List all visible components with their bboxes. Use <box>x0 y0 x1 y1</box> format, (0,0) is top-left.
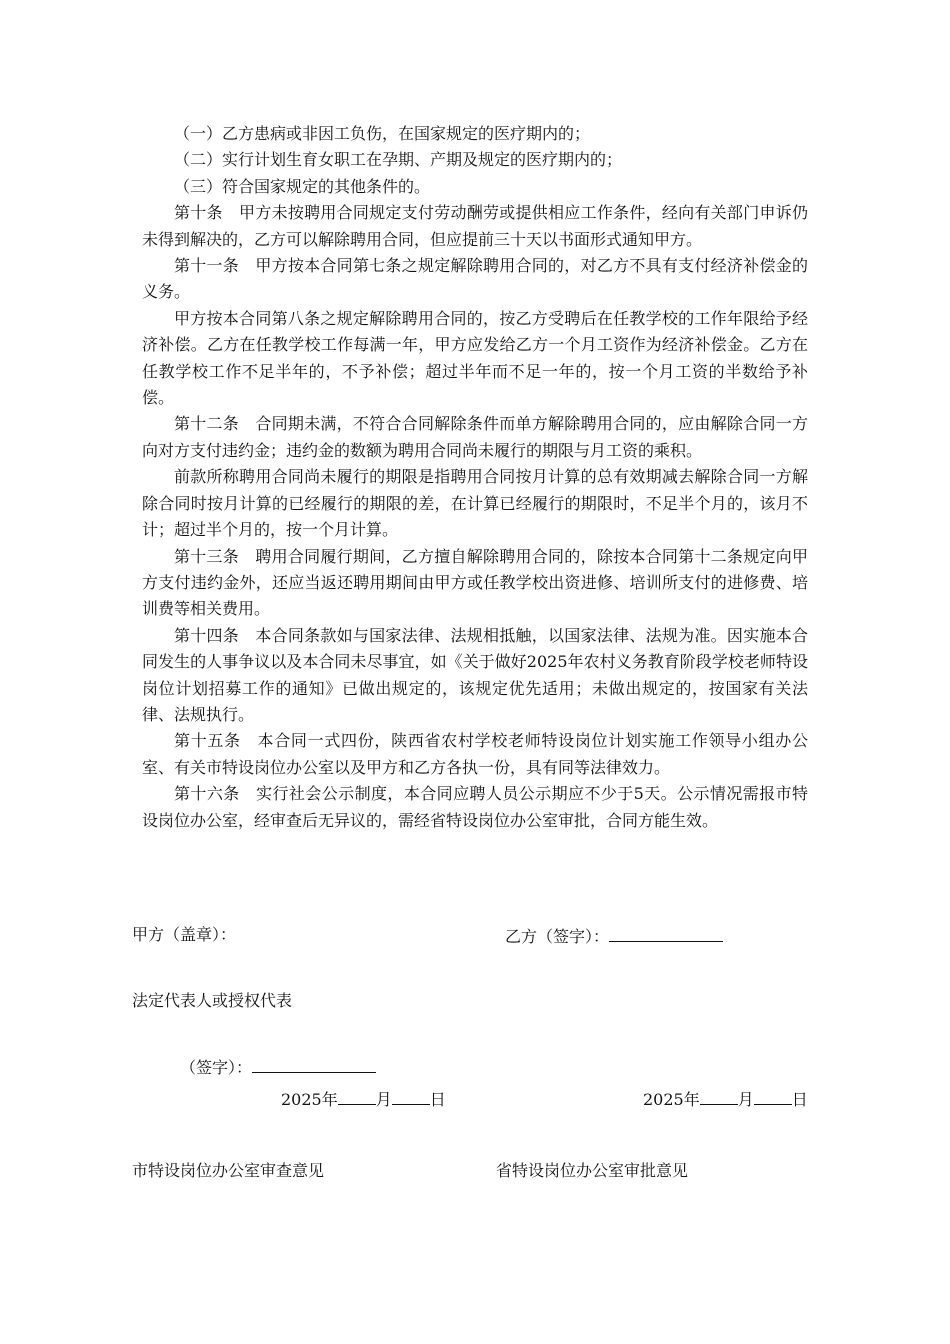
date-right-year: 2025年 <box>643 1090 700 1109</box>
clause-paragraph: 第十六条 实行社会公示制度，本合同应聘人员公示期应不少于5天。公示情况需报市特设岗位办公室，经审查后无异议的，需经省特设岗位办公室审批，合同方能生效。 <box>142 784 808 830</box>
legal-rep-sign-row <box>180 1055 376 1079</box>
party-b-sign-row <box>505 924 723 948</box>
contract-body <box>142 121 808 834</box>
date-right-month-blank <box>700 1087 738 1105</box>
date-right <box>643 1087 808 1111</box>
date-left-day-blank <box>392 1087 430 1105</box>
clause-paragraph: 第十二条 合同期未满，不符合合同解除条件而单方解除聘用合同的，应由解除合同一方向对方支付违约金；违约金的数额为聘用合同尚未履行的期限与月工资的乘积。 <box>142 414 808 460</box>
legal-representative-label: 法定代表人或授权代表 <box>132 991 293 1010</box>
date-left-month: 月 <box>375 1090 392 1109</box>
clause-paragraph: 第十四条 本合同条款如与国家法律、法规相抵触，以国家法律、法规为准。因实施本合同发生的人事争议以及本合同未尽事宜，如《关于做好2025年农村义务教育阶段学校老师特设岗位计划招募工作的通知》已做出规定的，该规定优先适用；未做出规定的，按国家有关法律、法规执行。 <box>142 625 808 724</box>
party-a-seal-label: 甲方（盖章）： <box>132 925 237 944</box>
legal-rep-signature-line <box>252 1055 376 1073</box>
clause-paragraph: 前款所称聘用合同尚未履行的期限是指聘用合同按月计算的总有效期减去解除合同一方解除合同时按月计算的已经履行的期限的差，在计算已经履行的期限时，不足半个月的，该月不计；超过半个月的，按一个月计算。 <box>142 467 808 540</box>
date-right-day: 日 <box>791 1090 808 1109</box>
date-left <box>281 1087 446 1111</box>
party-b-sign-label: 乙方（签字）： <box>505 927 610 946</box>
province-office-approval-label: 省特设岗位办公室审批意见 <box>496 1161 689 1180</box>
clause-paragraph: 第十一条 甲方按本合同第七条之规定解除聘用合同的，对乙方不具有支付经济补偿金的义务。 <box>142 256 808 302</box>
date-right-month: 月 <box>737 1090 754 1109</box>
date-left-year: 2025年 <box>281 1090 338 1109</box>
clause-paragraph: 甲方按本合同第八条之规定解除聘用合同的，按乙方受聘后在任教学校的工作年限给予经济补偿。乙方在任教学校工作每满一年，甲方应发给乙方一个月工资作为经济补偿金。乙方在任教学校工作不足半年的，不予补偿；超过半年而不足一年的，按一个月工资的半数给予补偿。 <box>142 308 808 408</box>
date-left-month-blank <box>338 1087 376 1105</box>
party-b-signature-line <box>609 924 723 942</box>
clause-paragraph: （二）实行计划生育女职工在孕期、产期及规定的医疗期内的； <box>174 150 623 170</box>
clause-paragraph: （三）符合国家规定的其他条件的。 <box>174 176 431 196</box>
date-left-day: 日 <box>429 1090 446 1109</box>
clause-paragraph: 第十三条 聘用合同履行期间，乙方擅自解除聘用合同的，除按本合同第十二条规定向甲方支付违约金外，还应当返还聘用期间由甲方或任教学校出资进修、培训所支付的进修费、培训费等相关费用。 <box>142 546 808 619</box>
clause-paragraph: 第十条 甲方未按聘用合同规定支付劳动酬劳或提供相应工作条件，经向有关部门申诉仍未得到解决的，乙方可以解除聘用合同，但应提前三十天以书面形式通知甲方。 <box>142 203 808 249</box>
clause-paragraph: 第十五条 本合同一式四份，陕西省农村学校老师特设岗位计划实施工作领导小组办公室、有关市特设岗位办公室以及甲方和乙方各执一份，具有同等法律效力。 <box>142 731 808 777</box>
legal-rep-sign-label: （签字）： <box>180 1058 253 1077</box>
clause-paragraph: （一）乙方患病或非因工负伤，在国家规定的医疗期内的； <box>174 124 591 143</box>
city-office-review-label: 市特设岗位办公室审查意见 <box>132 1161 325 1180</box>
date-right-day-blank <box>754 1087 792 1105</box>
